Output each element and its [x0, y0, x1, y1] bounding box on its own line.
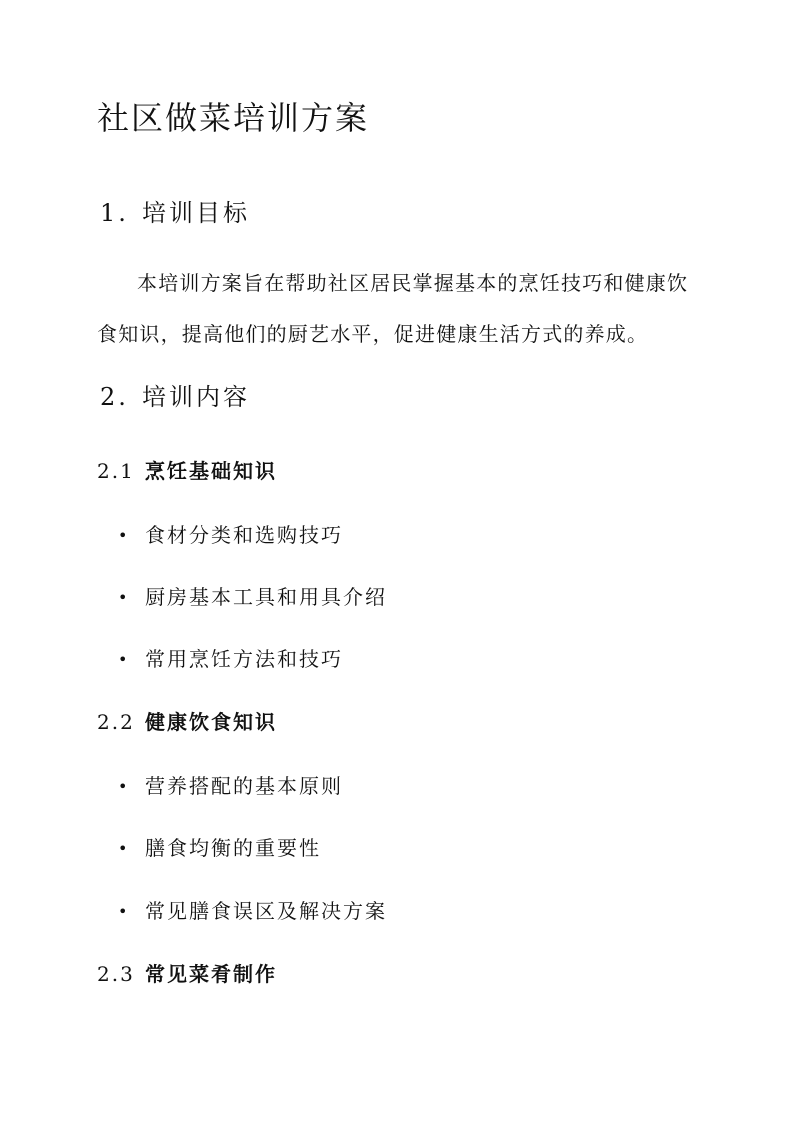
section-number: 1. [100, 199, 129, 227]
section-heading-training-goals [100, 198, 250, 228]
section-heading-training-content [100, 382, 250, 412]
bullet-icon: • [118, 526, 130, 545]
subsection-title: 常见菜肴制作 [145, 962, 277, 986]
bullet-icon: • [118, 902, 130, 921]
bullet-icon: • [118, 777, 130, 796]
list-item [118, 583, 387, 612]
list-item [118, 645, 343, 674]
list-item [118, 897, 387, 926]
list-item [118, 834, 321, 863]
list-item-text: 食材分类和选购技巧 [145, 523, 343, 547]
list-item [118, 521, 343, 550]
section-title: 培训内容 [142, 383, 250, 411]
section-title: 培训目标 [142, 199, 250, 227]
list-item-text: 常用烹饪方法和技巧 [145, 647, 343, 671]
goals-paragraph [97, 258, 707, 360]
section-number: 2. [100, 383, 129, 411]
list-item-text: 常见膳食误区及解决方案 [145, 899, 387, 923]
subsection-heading-cooking-basics [97, 457, 277, 485]
list-item [118, 772, 343, 801]
subsection-number: 2.1 [97, 459, 135, 483]
subsection-title: 健康饮食知识 [145, 710, 277, 734]
subsection-number: 2.2 [97, 710, 135, 734]
subsection-number: 2.3 [97, 962, 135, 986]
bullet-icon: • [118, 650, 130, 669]
bullet-icon: • [118, 588, 130, 607]
document-title: 社区做菜培训方案 [97, 99, 370, 137]
list-item-text: 营养搭配的基本原则 [145, 774, 343, 798]
subsection-heading-healthy-diet [97, 708, 277, 736]
list-item-text: 膳食均衡的重要性 [145, 836, 321, 860]
goals-paragraph-text: 本培训方案旨在帮助社区居民掌握基本的烹饪技巧和健康饮食知识，提高他们的厨艺水平，促进健康生活方式的养成。 [97, 271, 689, 346]
bullet-icon: • [118, 839, 130, 858]
list-item-text: 厨房基本工具和用具介绍 [145, 585, 387, 609]
subsection-title: 烹饪基础知识 [145, 459, 277, 483]
subsection-heading-common-dishes [97, 960, 277, 988]
